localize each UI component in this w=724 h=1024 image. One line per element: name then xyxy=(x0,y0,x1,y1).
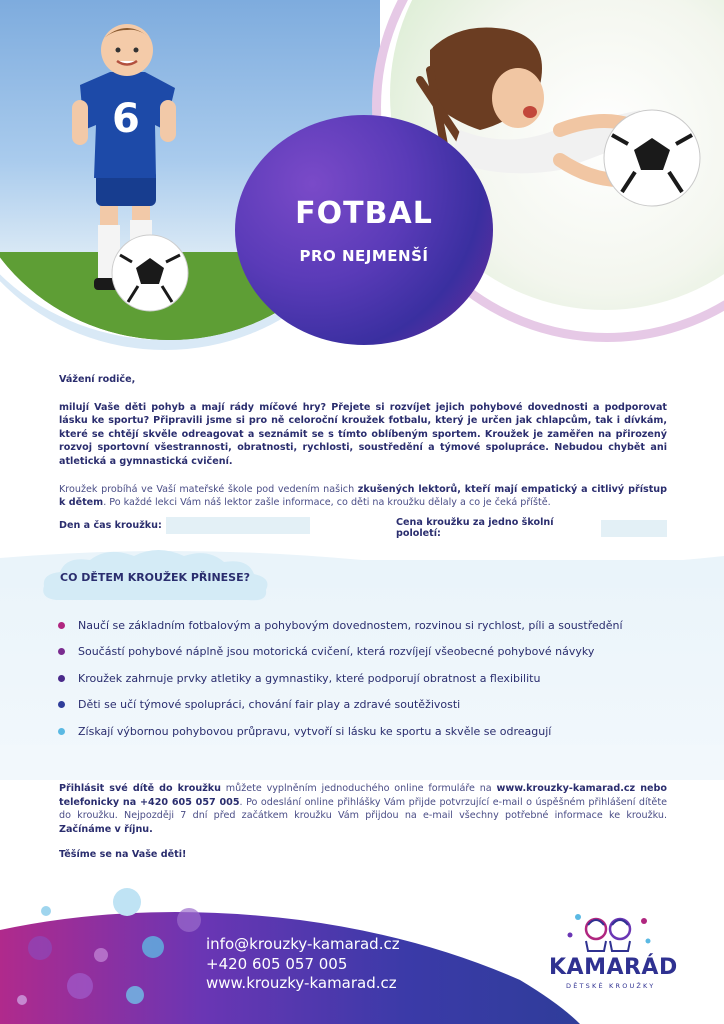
list-item xyxy=(55,612,675,639)
price-field xyxy=(396,517,667,539)
bullet-icon xyxy=(58,701,65,708)
price-field-label: Cena kroužku za jedno školní pololetí: xyxy=(396,517,554,539)
time-field xyxy=(59,517,310,534)
title-badge xyxy=(235,115,493,345)
benefit-text: Součástí pohybové náplně jsou motorická cvičení, která rozvíjejí všeobecné pohybové návyky xyxy=(78,645,595,659)
list-item xyxy=(55,639,675,666)
logo-wordmark: KAMARÁD xyxy=(549,955,678,980)
benefit-text: Děti se učí týmové spolupráci, chování fair play a zdravé soutěživosti xyxy=(78,698,461,712)
bullet-icon xyxy=(58,728,65,735)
signup-bold-1: Přihlásit své dítě do kroužku xyxy=(59,783,221,794)
info-text-bold: zkušených lektorů, kteří mají empatický a citlivý přístup k dětem xyxy=(59,483,667,509)
signup-paragraph xyxy=(59,782,667,836)
signup-text-2: . Po odeslání online přihlášky Vám přijde potvrzující e-mail o úspěšném přihlášení dítěte do kroužku. Nejpozději 7 dní před začátkem kroužku Vám přijdou na e-mail všechny potřebné informace ke kroužku. xyxy=(59,796,667,822)
fill-in-fields xyxy=(59,517,667,539)
benefits-title: CO DĚTEM KROUŽEK PŘINESE? xyxy=(60,571,250,584)
price-field-box[interactable] xyxy=(601,520,667,537)
page-subtitle: PRO NEJMENŠÍ xyxy=(299,246,429,265)
info-text-2: . Po každé lekci Vám náš lektor zašle informace, co děti na kroužku dělaly a co je čeká příště. xyxy=(103,497,551,509)
benefit-text: Kroužek zahrnuje prvky atletiky a gymnastiky, které podporují obratnost a flexibilitu xyxy=(78,671,541,685)
bullet-icon xyxy=(58,622,65,629)
time-field-box[interactable] xyxy=(166,517,310,534)
signup-text-1: můžete vyplněním jednoduchého online formuláře na xyxy=(221,783,497,794)
intro-section xyxy=(59,373,667,510)
jersey-number: 6 xyxy=(112,96,140,142)
contact-email[interactable]: info@krouzky-kamarad.cz xyxy=(206,935,400,953)
page-title: FOTBAL xyxy=(295,195,433,231)
contact-web[interactable]: www.krouzky-kamarad.cz xyxy=(206,974,397,992)
greeting: Vážení rodiče, xyxy=(59,374,136,385)
signup-bold-3: Začínáme v říjnu. xyxy=(59,823,153,835)
closing-line: Těšíme se na Vaše děti! xyxy=(59,849,187,860)
benefit-text: Získají výbornou pohybovou průpravu, vytvoří si lásku ke sportu a skvěle se odreagují xyxy=(78,724,552,738)
intro-paragraph: milují Vaše děti pohyb a mají rády míčové hry? Přejete si rozvíjet jejich pohybové dovednosti a podporovat lásku ke sportu? Připravili jsme si pro ně celoroční kroužek fotbalu, který je určen jak chlapcům, tak i dívkám, které se chtějí skvěle odreagovat a seznámit se s tímto oblíbeným sportem. Kroužek je zaměřen na přirozený rozvoj sportovní všestrannosti, obratnosti, rychlosti, soustředění a týmové spolupráce. Nebudou chybět ani atletická a gymnastická cvičení. xyxy=(59,401,667,467)
info-paragraph xyxy=(59,483,667,510)
list-item xyxy=(55,665,675,692)
benefits-list xyxy=(55,612,675,745)
bullet-icon xyxy=(58,648,65,655)
logo-tagline: DĚTSKÉ KROUŽKY xyxy=(566,982,656,990)
list-item xyxy=(55,718,675,745)
bullet-icon xyxy=(58,675,65,682)
benefit-text: Naučí se základním fotbalovým a pohybovým dovednostem, rozvinou si rychlost, píli a soustředění xyxy=(78,618,623,632)
time-field-label: Den a čas kroužku: xyxy=(59,520,162,531)
contact-block xyxy=(206,935,400,994)
info-text-1: Kroužek probíhá ve Vaší mateřské škole pod vedením našich xyxy=(59,483,358,495)
contact-phone[interactable]: +420 605 057 005 xyxy=(206,954,348,973)
signup-bold-2: www.krouzky-kamarad.cz nebo telefonicky na +420 605 057 005 xyxy=(59,783,667,808)
list-item xyxy=(55,692,675,719)
